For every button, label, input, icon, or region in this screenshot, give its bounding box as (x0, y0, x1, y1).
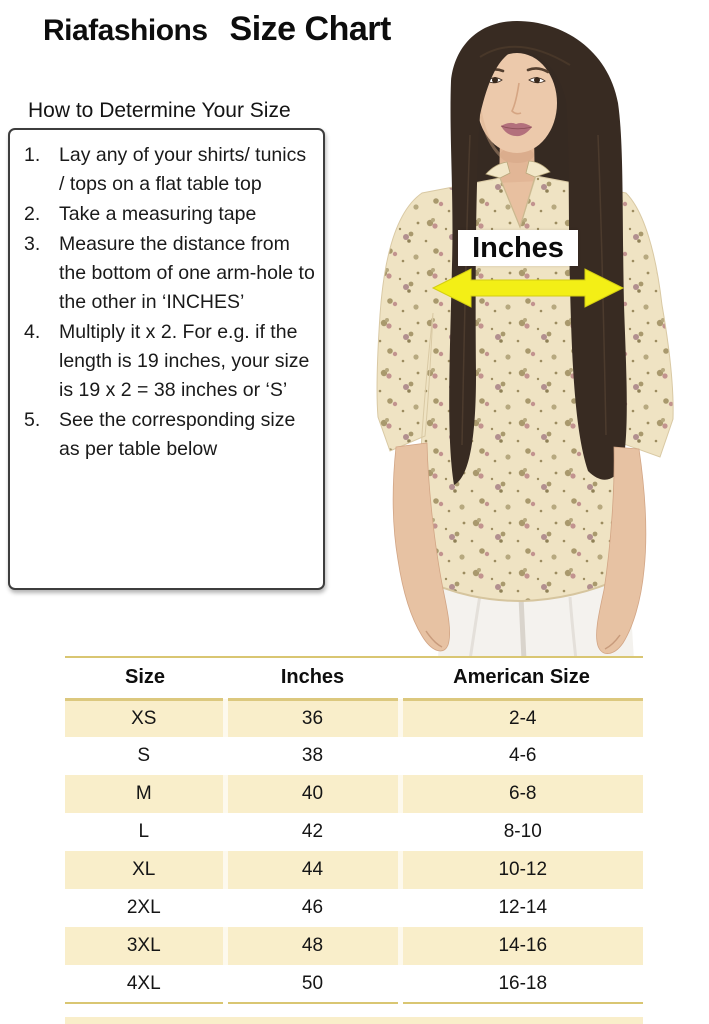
table-row (65, 699, 643, 737)
instruction-step: Measure the distance from the bottom of one arm-hole to the other in ‘INCHES’ (59, 233, 315, 313)
column-header-size: Size (65, 657, 225, 699)
inches-cell: 40 (225, 775, 400, 813)
howto-heading: How to Determine Your Size (28, 99, 291, 122)
measure-arrow-icon (431, 267, 625, 309)
inches-cell: 44 (225, 851, 400, 889)
inches-cell: 42 (225, 813, 400, 851)
american-size-cell: 8-10 (400, 813, 643, 851)
size-cell: S (137, 745, 151, 766)
inches-cell: 50 (225, 965, 400, 1003)
american-size-cell: 14-16 (400, 927, 643, 965)
american-size-cell: 16-18 (400, 965, 643, 1003)
double-arrow-shape (433, 269, 623, 307)
table-row (65, 965, 643, 1003)
table-row (65, 813, 643, 851)
instruction-step: Lay any of your shirts/ tunics / tops on a flat table top (59, 144, 307, 195)
inches-cell: 48 (225, 927, 400, 965)
american-size-cell: 10-12 (400, 851, 643, 889)
american-size-cell: 2-4 (400, 699, 643, 737)
american-size-cell: 12-14 (400, 889, 643, 927)
size-cell: M (65, 775, 225, 813)
size-cell: XS (65, 699, 225, 737)
table-row (65, 851, 643, 889)
size-cell: 2XL (126, 897, 161, 918)
page-title-text: Size Chart (229, 10, 391, 48)
instructions-box (8, 128, 325, 590)
column-header-american-size: American Size (400, 657, 643, 699)
table-row (65, 737, 643, 775)
column-header-inches: Inches (225, 657, 400, 699)
table-row (65, 927, 643, 965)
model-illustration (330, 15, 709, 660)
inches-cell: 46 (225, 889, 400, 927)
instruction-step: See the corresponding size as per table below (59, 409, 296, 460)
inches-cell: 38 (225, 737, 400, 775)
table-row (65, 775, 643, 813)
american-size-cell: 4-6 (400, 737, 643, 775)
size-table (65, 656, 643, 1004)
instruction-step: Multiply it x 2. For e.g. if the length is 19 inches, your size is 19 x 2 = 38 inches or ‘S’ (59, 321, 310, 401)
inches-cell: 36 (225, 699, 400, 737)
brand-name: Riafashions (43, 14, 208, 47)
table-row (65, 889, 643, 927)
size-cell: 3XL (65, 927, 225, 965)
instruction-step: Take a measuring tape (59, 203, 257, 225)
size-cell: 4XL (126, 972, 161, 994)
size-cell: XL (65, 851, 225, 889)
model-photo (330, 15, 709, 660)
measure-label: Inches (458, 230, 578, 266)
american-size-cell: 6-8 (400, 775, 643, 813)
instruction-steps (10, 141, 315, 464)
size-cell: L (138, 821, 150, 842)
partial-row-strip (65, 1017, 643, 1024)
size-table-header-row (65, 657, 643, 699)
